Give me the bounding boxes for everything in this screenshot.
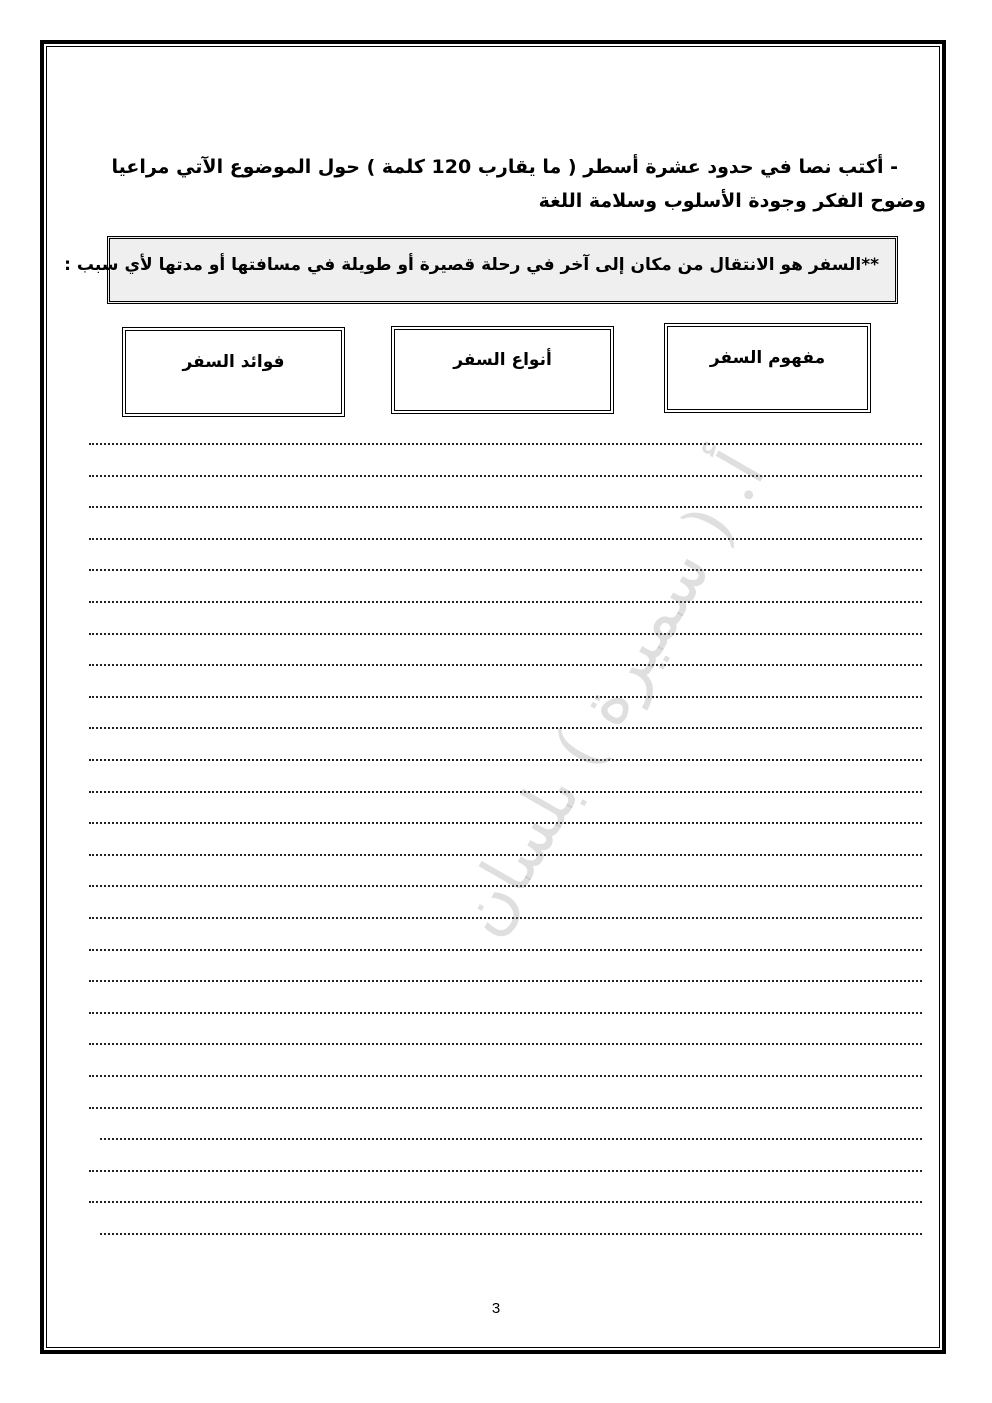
writing-line[interactable]: [89, 633, 922, 635]
writing-line[interactable]: [89, 1012, 922, 1014]
writing-line[interactable]: [100, 1233, 922, 1235]
writing-line[interactable]: [89, 601, 922, 603]
definition-box: [64, 236, 898, 304]
topic-label-types: أنواع السفر: [453, 350, 552, 370]
writing-line[interactable]: [89, 759, 922, 761]
writing-line[interactable]: [89, 1107, 922, 1109]
topic-label-benefits: فوائد السفر: [182, 352, 285, 372]
writing-line[interactable]: [89, 664, 922, 666]
writing-line[interactable]: [89, 1170, 922, 1172]
writing-line[interactable]: [89, 443, 922, 445]
writing-line[interactable]: [89, 980, 922, 982]
writing-line[interactable]: [89, 727, 922, 729]
writing-line[interactable]: [89, 506, 922, 508]
writing-line[interactable]: [89, 1075, 922, 1077]
writing-line[interactable]: [89, 949, 922, 951]
topic-box-concept: [664, 323, 871, 413]
writing-line[interactable]: [89, 569, 922, 571]
instruction-text: [111, 150, 926, 218]
writing-line[interactable]: [100, 1138, 922, 1140]
instruction-line-2: وضوح الفكر وجودة الأسلوب وسلامة اللغة: [538, 190, 926, 212]
writing-line[interactable]: [89, 696, 922, 698]
instruction-line-1: - أكتب نصا في حدود عشرة أسطر ( ما يقارب 120 كلمة ) حول الموضوع الآتي مراعيا: [111, 156, 898, 178]
topic-label-concept: مفهوم السفر: [709, 348, 826, 368]
topic-box-benefits: [122, 327, 345, 417]
writing-line[interactable]: [89, 1201, 922, 1203]
watermark-text: أ. ( سميرة ) بلسان: [441, 439, 782, 950]
writing-line[interactable]: [89, 475, 922, 477]
page-number: 3: [491, 1300, 501, 1317]
topic-box-types: [391, 326, 614, 414]
writing-line[interactable]: [89, 791, 922, 793]
writing-line[interactable]: [89, 538, 922, 540]
definition-text: **السفر هو الانتقال من مكان إلى آخر في رحلة قصيرة أو طويلة في مسافتها أو مدتها لأي سبب :: [64, 255, 879, 275]
writing-line[interactable]: [89, 1043, 922, 1045]
